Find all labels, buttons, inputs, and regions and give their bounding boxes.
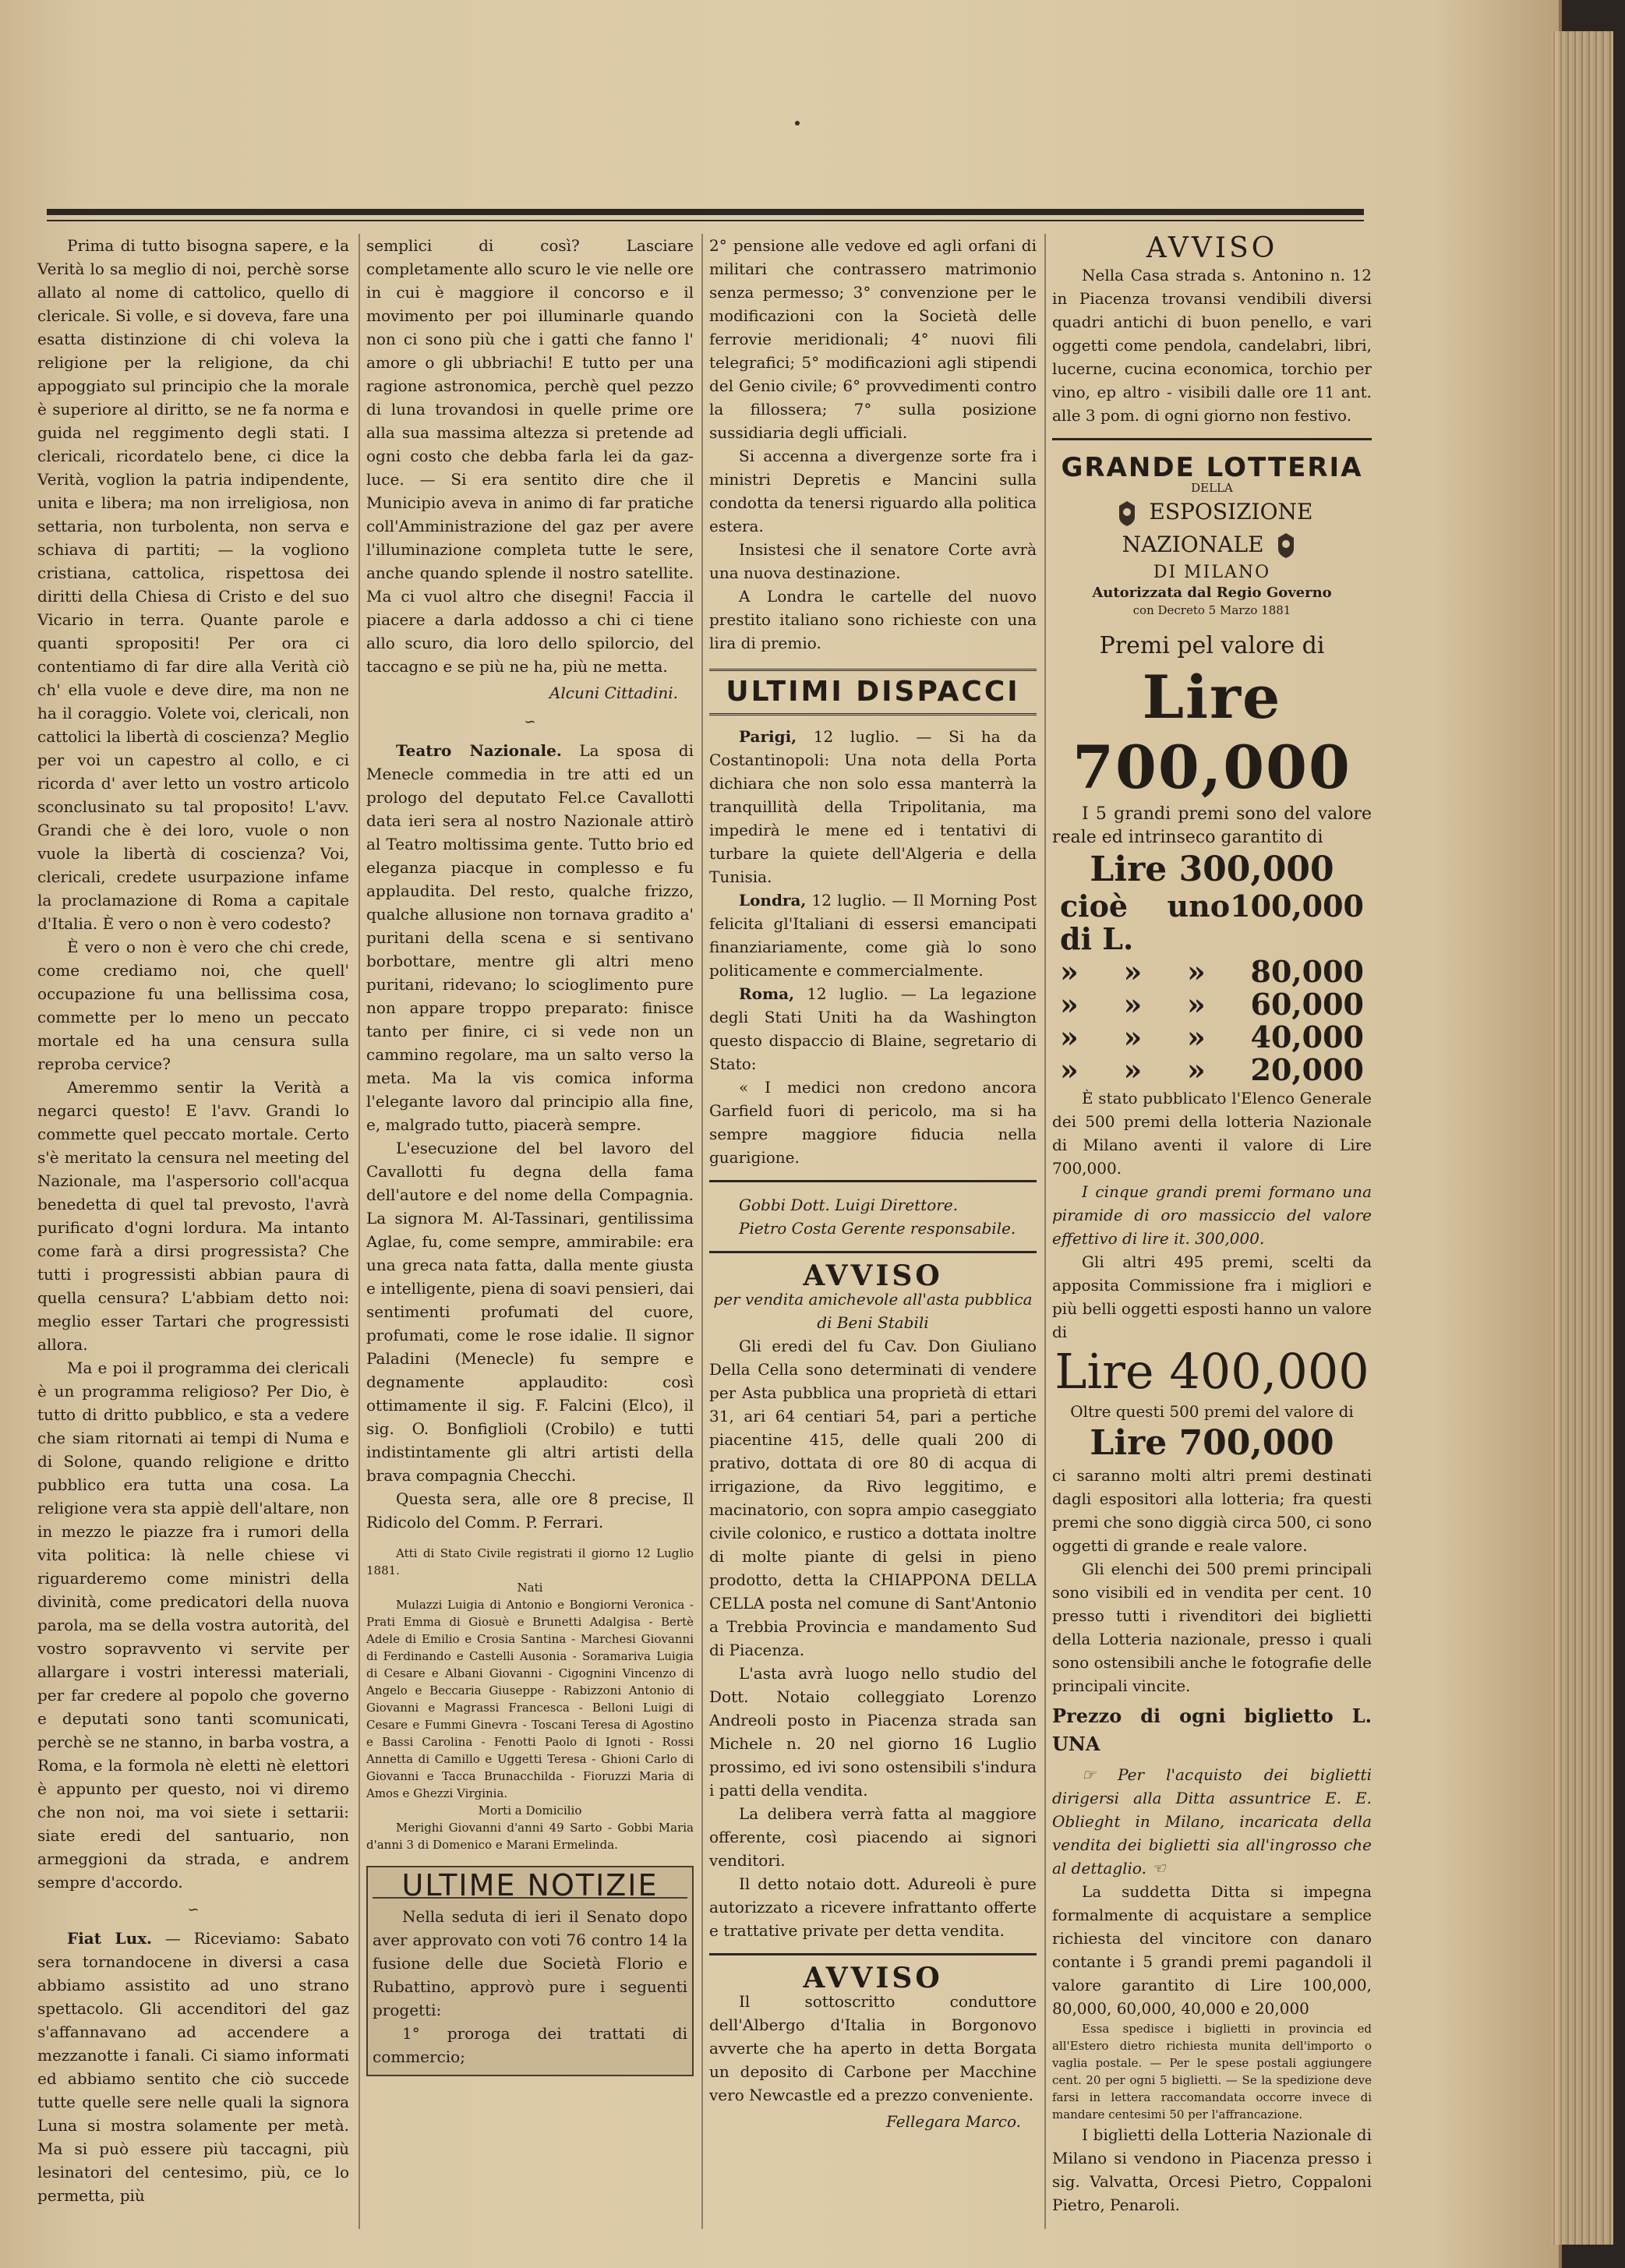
signature: Fellegara Marco. bbox=[885, 2112, 1021, 2131]
dispatch-paragraph bbox=[709, 982, 1037, 1076]
births-list: Mulazzi Luigia di Antonio e Bongiorni Veronica - Prati Emma di Giosuè e Brunetti Adalgisa - Bertè Adele di Emilio e Crosia Santina - Marchesi Giovanni di Ferdinando e Castelli Ausonia - Soramariva Luigia di Cesare e Albani Giovanni - Cigognini Vincenzo di Angelo e Beccaria Giuseppe - Rabizzoni Antonio di Giovanni e Magrassi Francesca - Belloni Luigi di Cesare e Fummi Ginevra - Toscani Teresa di Agostino e Bassi Carolina - Fenotti Paolo di Ignoti - Rossi Annetta di Camillo e Uggetti Teresa - Ghioni Carlo di Giovanni e Tacca Brunacchilda - Fioruzzi Maria di Amos e Ghezzi Virginia. bbox=[366, 1598, 694, 1800]
deaths-list: Merighi Giovanni d'anni 49 Sarto - Gobbi Maria d'anni 3 di Domenico e Marani Ermelinda. bbox=[366, 1821, 694, 1852]
dispatch-paragraph bbox=[709, 725, 1037, 888]
lotteria-paragraph: I cinque grandi premi formano una piramide di oro massiccio del valore effettivo di lire it. 300,000. bbox=[1052, 1182, 1372, 1248]
teatro-heading: Teatro Nazionale. bbox=[396, 741, 562, 760]
top-rule bbox=[47, 209, 1364, 215]
dispatch-paragraph bbox=[709, 888, 1037, 982]
prize-label: cioè uno di L. bbox=[1060, 888, 1231, 956]
ditto-mark: » bbox=[1123, 987, 1143, 1022]
pointing-hand-icon: ☞ bbox=[1082, 1765, 1118, 1784]
avviso-paragraph: Il detto notaio dott. Adureoli è pure autorizzato a ricevere infrattanto offerte e trattative private per detta vendita. bbox=[709, 1874, 1037, 1940]
column-2 bbox=[366, 234, 694, 2076]
ultime-notizie-box bbox=[366, 1866, 694, 2076]
ditto-mark: » bbox=[1060, 1019, 1079, 1055]
dispatch-text: 12 luglio. — Si ha da Costantinopoli: Una nota della Porta dichiara che non solo essa manterrà la tranquillità della Tripolitania, ma impedirà le mene ed i tentativi di turbare la quiete dell'Algeria e della Tunisia. bbox=[709, 727, 1037, 886]
avviso-paragraph: Nella Casa strada s. Antonino n. 12 in Piacenza trovansi vendibili diversi quadri antichi di buon penello, e vari oggetti come pendola, candelabri, libri, lucerne, cucina economica, torchio per vino, ep altro - visibili dalle ore 11 ant. alle 3 pom. di ogni giorno non festivo. bbox=[1052, 266, 1372, 425]
prize-row bbox=[1052, 1021, 1372, 1054]
column-divider bbox=[1044, 234, 1046, 2229]
premi-total: Lire 700,000 bbox=[1072, 662, 1351, 802]
dispatch-city: Londra, bbox=[739, 891, 807, 910]
avviso-paragraph: La delibera verrà fatta al maggiore offerente, così piacendo ai signori venditori. bbox=[709, 1804, 1037, 1870]
article-paragraph: 2° pensione alle vedove ed agli orfani di militari che contrassero matrimonio senza permesso; 3° convenzione per le modificazioni con la Società delle ferrovie meridionali; 4° nuovi fili telegrafici; 5° modificazioni agli stipendi del Genio civile; 6° provvedimenti contro la fillossera; 7° sulla posizione sussidiaria degli ufficiali. bbox=[709, 236, 1037, 442]
lotteria-paragraph: Oltre questi 500 premi del valore di bbox=[1070, 1402, 1354, 1421]
avviso-paragraph: Il sottoscritto conduttore dell'Albergo d'Italia in Borgonovo avverte che ha aperto in detta Borgata un deposito di Carbone per Macchine vero Newcastle ed a prezzo conveniente. bbox=[709, 1992, 1037, 2104]
dispatch-text: 12 luglio. — Il Morning Post felicita gl'Italiani di essersi emancipati finanziariamente, come già lo sono politicamente e commercialmente. bbox=[709, 891, 1037, 980]
page-stack-edge bbox=[1551, 31, 1613, 2245]
top-rule-thin bbox=[47, 220, 1364, 221]
premi-label: Premi pel valore di bbox=[1099, 632, 1325, 659]
column-3 bbox=[709, 234, 1037, 2139]
pointing-hand-icon: ☜ bbox=[1146, 1859, 1166, 1878]
dispatch-text: 12 luglio. — La legazione degli Stati Uniti ha da Washington questo dispaccio di Blaine, segretario di Stato: bbox=[709, 984, 1037, 1073]
ditto-mark: » bbox=[1123, 1019, 1143, 1055]
lotteria-paragraph: I biglietti della Lotteria Nazionale di Milano si vendono in Piacenza presso i sig. Valvatta, Orcesi Pietro, Coppaloni Pietro, Penaroli. bbox=[1052, 2125, 1372, 2214]
column-4 bbox=[1052, 234, 1372, 2217]
ditto-mark: » bbox=[1060, 1052, 1079, 1087]
lotteria-della: DELLA bbox=[1191, 481, 1233, 495]
fiat-lux-text: — Riceviamo: Sabato sera tornandocene in diversi a casa abbiamo assistito ad uno strano spettacolo. Gli accenditori del gaz s'affannavano ad accendere a mezzanotte i fanali. Ci siamo informati ed abbiamo sentito che ciò succede tutte quelle sere nelle quali la signora Luna si mostra solamente per metà. Ma si può essere più taccagni, più lesinatori del centesimo, più, ce lo permetta, più bbox=[37, 1929, 349, 2205]
ditto-mark: » bbox=[1123, 1052, 1143, 1087]
ditto-mark: » bbox=[1187, 987, 1206, 1022]
civil-records bbox=[366, 1545, 694, 1853]
section-rule bbox=[1052, 438, 1372, 440]
column-divider bbox=[359, 234, 360, 2229]
gerente-line: Pietro Costa Gerente responsabile. bbox=[739, 1219, 1016, 1238]
avviso-paragraph: L'asta avrà luogo nello studio del Dott. Notaio colleggiato Lorenzo Andreoli posto in Piacenza strada san Michele n. 20 nel giorno 16 Luglio prossimo, ed ivi sono ostensibili s'indura i patti della vendita. bbox=[709, 1664, 1037, 1800]
article-paragraph: Si accenna a divergenze sorte fra i ministri Depretis e Mancini sulla condotta da tenersi riguardo alla politica estera. bbox=[709, 447, 1037, 535]
lotteria-paragraph: ci saranno molti altri premi destinati dagli espositori alla lotteria; fra questi premi che sono diggià circa 500, ci sono oggetti di grande e reale valore. bbox=[1052, 1466, 1372, 1555]
lotteria-paragraph bbox=[1052, 1763, 1372, 1880]
avviso-subtitle: per vendita amichevole all'asta pubblica di Beni Stabili bbox=[713, 1290, 1033, 1332]
article-paragraph: Ameremmo sentir la Verità a negarci questo! E l'avv. Grandi lo commette quel peccato mortale. Certo s'è meritato la censura nel meeting del Nazionale, ma l'aspersorio coll'acqua benedetta di quel tal prevosto, l'avrà purificato d'ogni lordura. Ma intanto come farà a dirsi progressista? Che tutti i progressisti abbian paura di quella censura? L'abbiam detto noi: meglio esser Tartari che progressisti allora. bbox=[37, 1078, 349, 1354]
ornament-divider: ∽ bbox=[524, 714, 536, 730]
lire-400000: Lire 400,000 bbox=[1054, 1343, 1369, 1400]
prize-amount: 60,000 bbox=[1250, 987, 1364, 1022]
article-paragraph: Questa sera, alle ore 8 precise, Il Ridicolo del Comm. P. Ferrari. bbox=[366, 1489, 694, 1531]
prize-amount: 40,000 bbox=[1250, 1019, 1364, 1055]
prize-amount: 100,000 bbox=[1230, 888, 1364, 924]
prezzo-biglietto: Prezzo di ogni biglietto L. UNA bbox=[1052, 1705, 1372, 1755]
avviso-title: AVVISO bbox=[803, 1962, 943, 1994]
lotteria-title: GRANDE LOTTERIA bbox=[1061, 452, 1363, 483]
prize-amount: 80,000 bbox=[1250, 954, 1364, 989]
article-paragraph: semplici di così? Lasciare completamente allo scuro le vie nelle ore in cui è maggiore il concorso e il movimento per poi illuminarle quando non ci sono più che i gatti che fanno l' amore o gli ubbriachi! E tutto per una ragione astronomica, perchè quel pezzo di luna trovandosi in quelle prime ore alla sua massima altezza si pretende ad ogni costo che debba farla lei da gaz-luce. — Si era sentito dire che il Municipio aveva in animo di far pratiche coll'Amministrazione del gaz per avere l'illuminazione completa tutte le sere, anche quando splende il nostro satellite. Ma ci vuol altro che disegni! Faccia il piacere a darla addosso a chi ci tiene allo scuro, dia loro dello spilorcio, del taccagno e se più ne ha, più ne metta. bbox=[366, 236, 694, 676]
lotteria-exhibition bbox=[1052, 496, 1372, 561]
avviso-title: AVVISO bbox=[1146, 232, 1278, 264]
signature: Alcuni Cittadini. bbox=[549, 684, 678, 702]
prize-row bbox=[1052, 1054, 1372, 1086]
teatro-text: La sposa di Menecle commedia in tre atti ed un prologo del deputato Fel.ce Cavallotti data ieri sera al nostro Nazionale attirò al Teatro moltissima gente. Tutto brio ed eleganza piacque in complesso e fu applaudita. Del resto, qualche frizzo, qualche allusione non tornava gradito a' puritani della scena e si sentivano borbottare, mentre gli altri meno puritani, ridevano; lo scioglimento pure non appare troppo preparato: finisce tanto per finire, ci si vede non un cammino regolare, ma un salto verso la meta. Ma la vis comica informa l'elegante lavoro dal principio alla fine, e, malgrado tutto, piacerà sempre. bbox=[366, 741, 694, 1134]
fiat-lux-paragraph bbox=[37, 1927, 349, 2207]
ditto-mark: » bbox=[1187, 954, 1206, 989]
dispacci-heading: ULTIMI DISPACCI bbox=[709, 669, 1037, 715]
ditto-mark: » bbox=[1060, 987, 1079, 1022]
avviso-title: AVVISO bbox=[803, 1259, 943, 1292]
section-rule bbox=[709, 1953, 1037, 1955]
director-line: Gobbi Dott. Luigi Direttore. bbox=[739, 1196, 959, 1214]
lotteria-decree: con Decreto 5 Marzo 1881 bbox=[1132, 603, 1291, 617]
civil-records-heading: Atti di Stato Civile registrati il giorno 12 Luglio 1881. bbox=[366, 1546, 694, 1577]
ornament-divider: ∽ bbox=[187, 1902, 200, 1918]
lotteria-fine-print: Essa spedisce i biglietti in provincia ed all'Estero dietro richiesta munita dell'importo o vaglia postale. — Per le spese postali aggiungere cent. 20 per ogni 5 biglietti. — Se la spedizione deve farsi in lettera raccomandata occorre invece di mandare centesimi 50 per l'affrancazione. bbox=[1052, 2022, 1372, 2121]
article-paragraph: Ma e poi il programma dei clericali è un programma religioso? Per Dio, è tutto di dritto pubblico, e sta a vedere che siam ritornati ai tempi di Numa e di Solone, quando religione e dritto pubblico era tutta una cosa. La religione vera sta appiè dell'altare, non in mezzo le piazze fra i rumori della vita politica: là nelle chiese vi riguarderemo come ministri della divinità, come predicatori della nuova parola, ma se della vostra autorità, del vostro sopravvento vi servite per allargare i vostri interessi materiali, per far credere al popolo che governo e deputati sono tanti scomunicati, perchè se ne stanno, in barba vostra, a Roma, e la formola nè eletti nè elettori è appunto per questo, noi vi diremo che non noi, ma voi siete i settarii: siate eredi del santuario, non armeggioni da strada, e andrem sempre d'accordo. bbox=[37, 1358, 349, 1892]
prize-row bbox=[1052, 956, 1372, 988]
article-paragraph: A Londra le cartelle del nuovo prestito italiano sono richieste con una lira di premio. bbox=[709, 587, 1037, 652]
article-paragraph: L'esecuzione del bel lavoro del Cavallotti fu degna della fama dell'autore e del nome della Compagnia. La signora M. Al-Tassinari, gentilissima Aglae, fu, come sempre, ammirabile: era una greca nata fatta, dalla mente giusta e intelligente, piena di soavi pensieri, dai sentimenti profumati del cuore, profumati, come le rose idalie. Il signor Paladini (Menecle) fu sempre e degnamente applaudito: così ottimamente il sig. F. Falcini (Elco), il sig. O. Bonfiglioli (Crobilo) e tutti indistintamente gli altri artisti della brava compagnia Checchi. bbox=[366, 1139, 694, 1485]
avviso-paragraph: Gli eredi del fu Cav. Don Giuliano Della Cella sono determinati di vendere per Asta pubblica una proprietà di ettari 31, ari 64 centiari 54, pari a pertiche piacentine 415, delle quali 200 di prativo, dottata di ore 80 di acqua di irrigazione, da Rivo leggitimo, e macinatorio, con sopra ampio caseggiato civile colonico, e rustico a dottata inoltre di molte piante di gelsi in pieno prodotto, detta la CHIAPPONA DELLA CELLA posta nel comune di Sant'Antonio a Trebbia Provincia e mandamento Sud di Piacenza. bbox=[709, 1337, 1037, 1659]
ditto-mark: » bbox=[1187, 1019, 1206, 1055]
lotteria-paragraph: Gli elenchi dei 500 premi principali sono visibili ed in vendita per cent. 10 presso tutti i rivenditori dei biglietti della Lotteria nazionale, presso i quali sono ostensibili anche le fotografie delle principali vincite. bbox=[1052, 1560, 1372, 1695]
prize-row bbox=[1052, 988, 1372, 1021]
lotteria-paragraph: Gli altri 495 premi, scelti da apposita Commissione fra i migliori e più belli oggetti esposti hanno un valore di bbox=[1052, 1252, 1372, 1341]
exhibition-name: ESPOSIZIONE NAZIONALE bbox=[1122, 499, 1313, 557]
ditto-mark: » bbox=[1060, 954, 1079, 989]
article-paragraph: Insistesi che il senatore Corte avrà una nuova destinazione. bbox=[709, 540, 1037, 582]
dispatch-quote: « I medici non credono ancora Garfield fuori di pericolo, ma si ha sempre maggiore fiducia nella guarigione. bbox=[709, 1078, 1037, 1167]
article-paragraph: Prima di tutto bisogna sapere, e la Verità lo sa meglio di noi, perchè sorse allato al nome di cattolico, quello di clericale. Si volle, e si doveva, fare una esatta distinzione di chi voleva la religione per la religione, da chi appoggiato sul principio che la morale è superiore al diritto, se ne fa norma e guida nel reggimento degli stati. I clericali, ricordatelo bene, ci dice la Verità, voglion la patria indipendente, unita e libera; ma non irreligiosa, non settaria, non turbolenta, non serva e schiava di partiti; — la vogliono cristiana, cattolica, rispettosa dei diritti della Chiesa di Cristo e del suo Vicario in terra. Quante parole e quanti spropositi! Per ora ci contentiamo di far dire alla Verità ciò ch' ella vuole e deve dire, ma non ne ha il coraggio. Volete voi, clericali, non cattolici la libertà di coscienza? Meglio per voi un capestro al collo, e ci ricorda d' aver letto un vostro articolo sconclusinato su tal proposito! L'avv. Grandi che è dei loro, vuole o non vuole la libertà di coscienza? Voi, clericali, credete usurpazione infame la proclamazione di Roma a capitale d'Italia. È vero o non è vero codesto? bbox=[37, 236, 349, 933]
lire-700000: Lire 700,000 bbox=[1090, 1423, 1334, 1463]
column-1 bbox=[37, 234, 349, 2207]
ditto-mark: » bbox=[1123, 954, 1143, 989]
ultime-notizie-title: ULTIME NOTIZIE bbox=[373, 1874, 687, 1899]
lotteria-authorized: Autorizzata dal Regio Governo bbox=[1092, 585, 1332, 601]
article-paragraph: Nella seduta di ieri il Senato dopo aver approvato con voti 76 contro 14 la fusione delle due Società Florio e Rubattino, approvò pure i seguenti progetti: bbox=[373, 1907, 687, 2019]
lotteria-city: DI MILANO bbox=[1153, 563, 1271, 582]
article-paragraph: È vero o non è vero che chi crede, come crediamo noi, che quell' occupazione fu una bellissima cosa, commette per lo meno un peccato mortale ed ha una censura sulla reproba cervice? bbox=[37, 938, 349, 1073]
lire-300000: Lire 300,000 bbox=[1090, 850, 1334, 889]
dispatch-city: Parigi, bbox=[739, 727, 797, 746]
coat-of-arms-icon bbox=[1270, 530, 1302, 561]
section-rule bbox=[709, 1180, 1037, 1182]
article-paragraph: 1° proroga dei trattati di commercio; bbox=[373, 2024, 687, 2066]
acquisto-text: Per l'acquisto dei biglietti dirigersi alla Ditta assuntrice E. E. Oblieght in Milano, incaricata della vendita dei biglietti sia all'ingrosso che al dettaglio. bbox=[1052, 1765, 1372, 1878]
column-divider bbox=[701, 234, 703, 2229]
dispatch-city: Roma, bbox=[739, 984, 795, 1003]
grandi-premi-text: I 5 grandi premi sono del valore reale ed intrinseco garantito di bbox=[1052, 804, 1372, 847]
prize-row bbox=[1052, 890, 1372, 956]
page-speck bbox=[795, 121, 800, 125]
ditto-mark: » bbox=[1187, 1052, 1206, 1087]
teatro-paragraph bbox=[366, 739, 694, 1136]
coat-of-arms-icon bbox=[1111, 498, 1143, 529]
section-rule bbox=[709, 1251, 1037, 1253]
lotteria-paragraph: È stato pubblicato l'Elenco Generale dei 500 premi della lotteria Nazionale di Milano aventi il valore di Lire 700,000. bbox=[1052, 1089, 1372, 1178]
births-label: Nati bbox=[517, 1581, 543, 1595]
prize-amount: 20,000 bbox=[1250, 1052, 1364, 1087]
lotteria-paragraph: La suddetta Ditta si impegna formalmente di acquistare a semplice richiesta del vincitore con danaro contante i 5 grandi premi pagandoli il valore garantito di Lire 100,000, 80,000, 60,000, 40,000 e 20,000 bbox=[1052, 1882, 1372, 2018]
fiat-lux-heading: Fiat Lux. bbox=[67, 1929, 152, 1948]
deaths-label: Morti a Domicilio bbox=[478, 1803, 582, 1818]
